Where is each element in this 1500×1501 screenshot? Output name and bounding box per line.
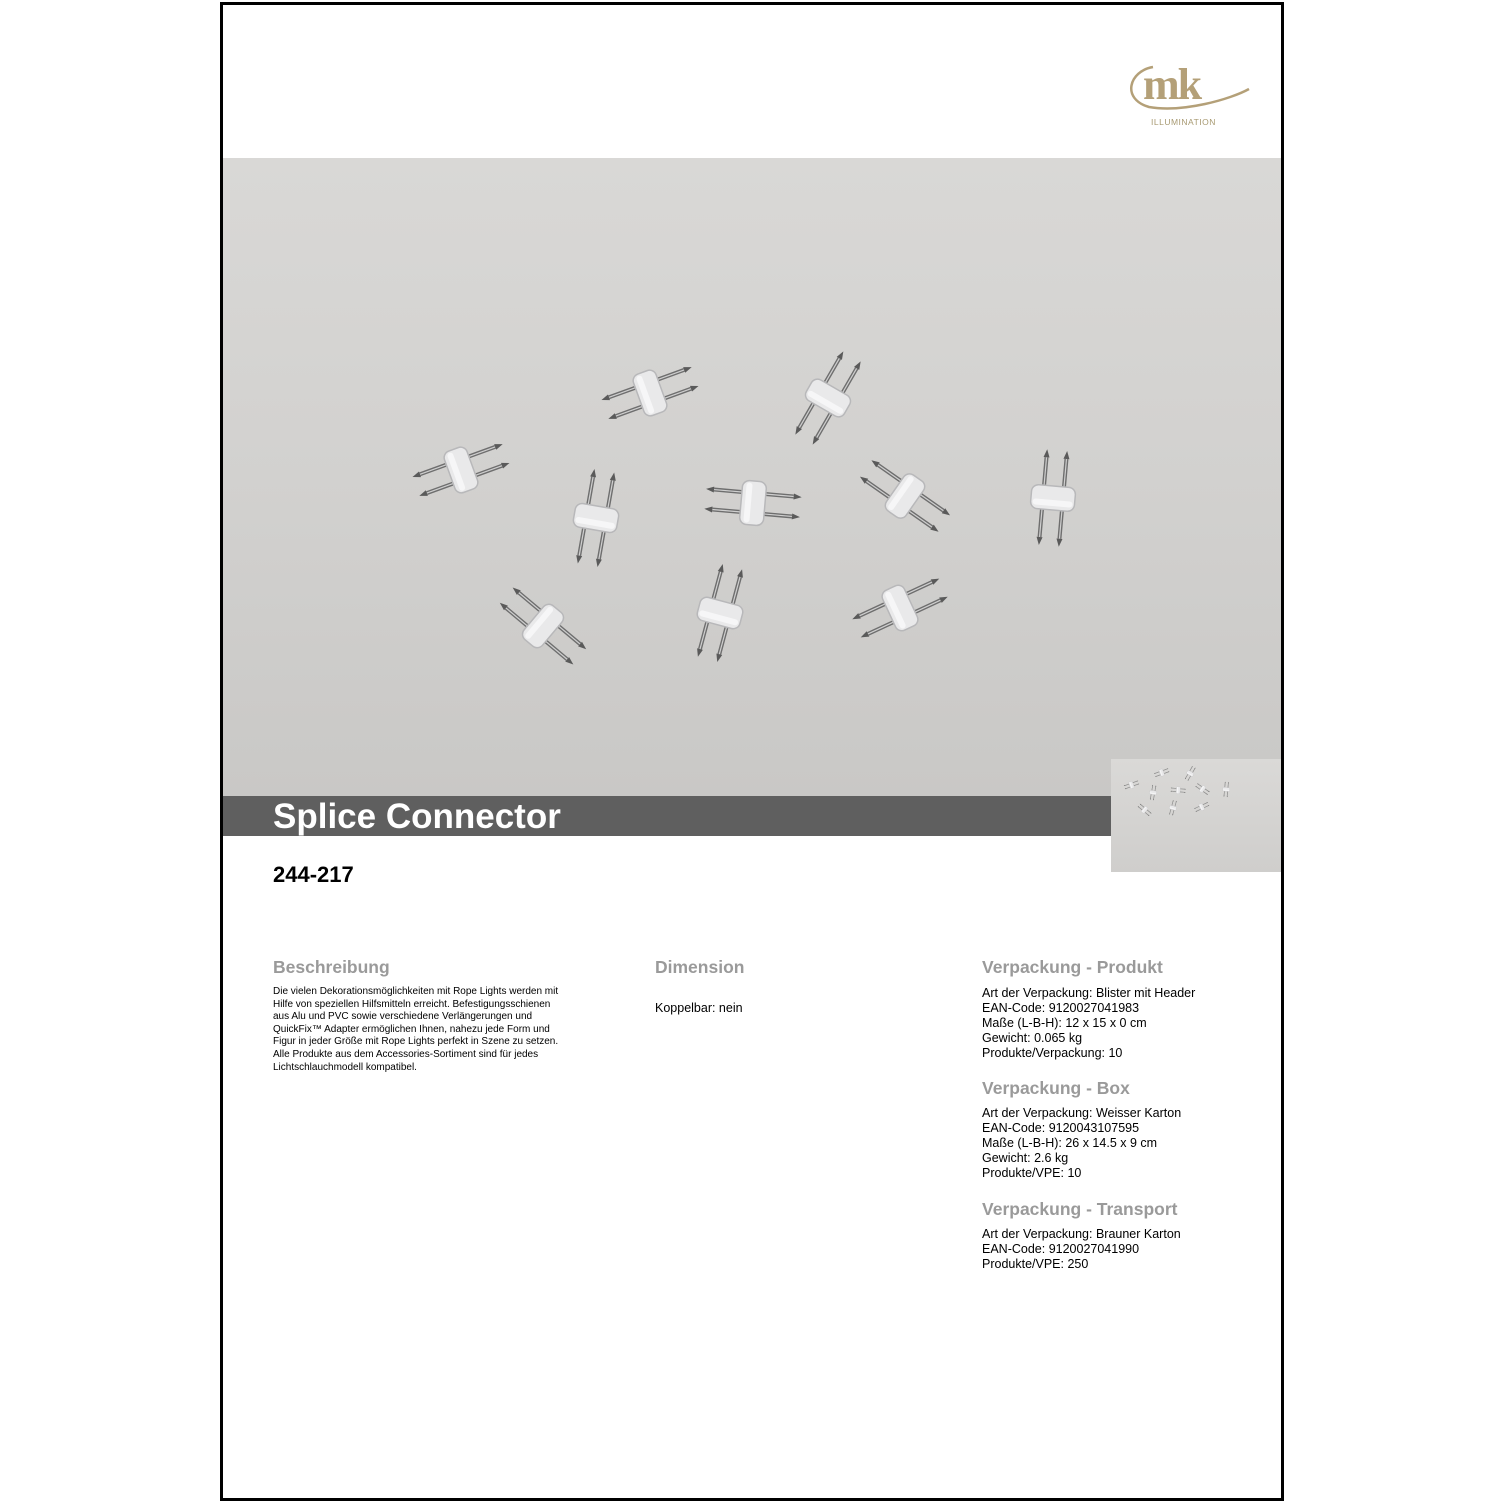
logo-wordmark: mk — [1143, 60, 1201, 109]
description-text: Die vielen Dekorationsmöglichkeiten mit Rope Lights werden mit Hilfe von speziellen Hilfsmitteln erreicht. Befestigungsschienen aus Alu und PVC sowie verschiedene Verlängerungen und QuickFix™ Adapter ermöglichen Ihnen, nahezu jede Form und Figur in jeder Größe mit Rope Lights perfekt in Szene zu setzen. Alle Produkte aus dem Accessories-Sortiment sind für jedes Lichtschlauchmodell kompatibel. — [273, 986, 559, 1073]
packaging-product-list — [982, 986, 1195, 1061]
packaging-box-heading: Verpackung - Box — [982, 1078, 1130, 1098]
packaging-transport-list — [982, 1227, 1181, 1272]
datasheet-page — [220, 2, 1284, 1501]
description-heading: Beschreibung — [273, 957, 390, 977]
product-photo — [223, 158, 1281, 798]
packaging-line: Art der Verpackung: Brauner Karton — [982, 1227, 1181, 1241]
packaging-product-heading: Verpackung - Produkt — [982, 957, 1163, 977]
thumbnail-image — [1111, 759, 1281, 872]
dimension-heading: Dimension — [655, 957, 745, 977]
packaging-line: Art der Verpackung: Blister mit Header — [982, 986, 1196, 1000]
packaging-line: EAN-Code: 9120027041990 — [982, 1242, 1140, 1256]
packaging-box-list — [982, 1106, 1181, 1181]
logo-subtitle: ILLUMINATION — [1151, 117, 1216, 127]
packaging-line: Gewicht: 0.065 kg — [982, 1031, 1083, 1045]
packaging-line: Produkte/VPE: 10 — [982, 1166, 1082, 1180]
packaging-line: Gewicht: 2.6 kg — [982, 1151, 1069, 1165]
splice-connectors-image — [223, 158, 1281, 798]
packaging-line: Maße (L-B-H): 26 x 14.5 x 9 cm — [982, 1136, 1158, 1150]
packaging-transport-heading: Verpackung - Transport — [982, 1199, 1178, 1219]
dimension-list — [655, 1001, 743, 1016]
dimension-line: Koppelbar: nein — [655, 1001, 743, 1015]
product-thumbnail — [1111, 759, 1281, 872]
packaging-line: Produkte/Verpackung: 10 — [982, 1046, 1123, 1060]
packaging-line: Produkte/VPE: 250 — [982, 1257, 1089, 1271]
brand-logo — [1123, 55, 1253, 135]
product-sku: 244-217 — [273, 862, 354, 887]
packaging-line: EAN-Code: 9120043107595 — [982, 1121, 1140, 1135]
packaging-line: Art der Verpackung: Weisser Karton — [982, 1106, 1182, 1120]
product-title: Splice Connector — [273, 797, 561, 836]
packaging-line: Maße (L-B-H): 12 x 15 x 0 cm — [982, 1016, 1147, 1030]
packaging-line: EAN-Code: 9120027041983 — [982, 1001, 1140, 1015]
